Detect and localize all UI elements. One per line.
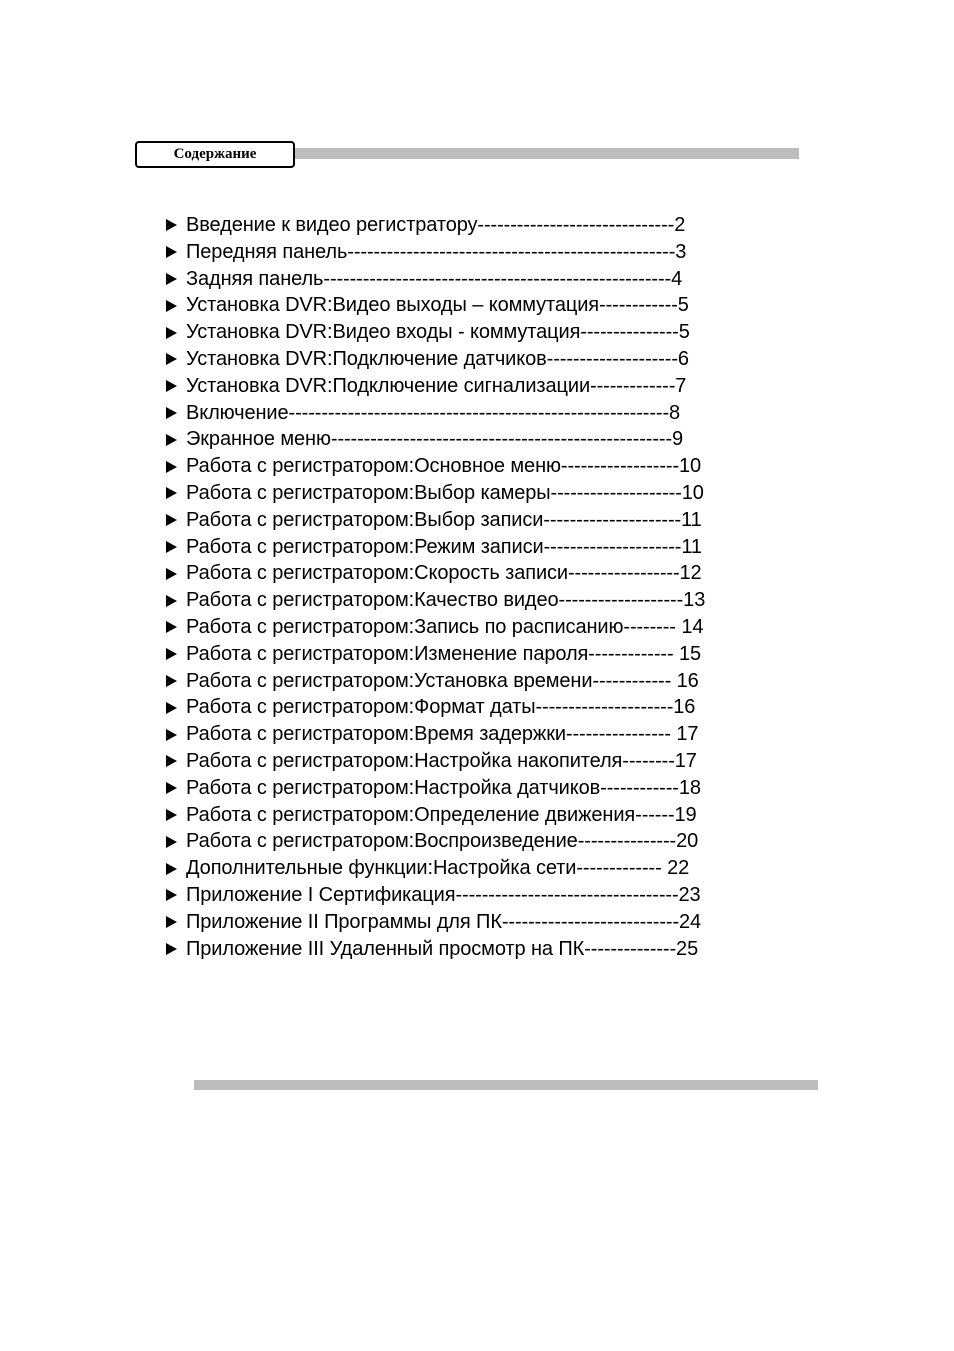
toc-item-text: Установка DVR:Подключение датчиков--------------------6: [186, 347, 689, 370]
section-title-tab: [135, 141, 295, 168]
triangle-bullet-icon: [166, 353, 177, 365]
toc-item[interactable]: [166, 909, 705, 936]
toc-item[interactable]: [166, 400, 705, 427]
toc-item-text: Работа с регистратором:Определение движения------19: [186, 803, 697, 826]
toc-item-text: Работа с регистратором:Основное меню------------------10: [186, 455, 702, 478]
toc-item[interactable]: [166, 855, 705, 882]
table-of-contents: [166, 212, 705, 962]
toc-item[interactable]: [166, 775, 705, 802]
toc-item[interactable]: [166, 587, 705, 614]
triangle-bullet-icon: [166, 568, 177, 580]
toc-item-text: Приложение I Сертификация----------------------------------23: [186, 883, 701, 906]
triangle-bullet-icon: [166, 943, 177, 955]
header-decorative-bar: [292, 148, 799, 159]
toc-item-text: Работа с регистратором:Установка времени------------ 16: [186, 669, 699, 692]
section-title: Содержание: [173, 146, 257, 162]
triangle-bullet-icon: [166, 782, 177, 794]
toc-item[interactable]: [166, 694, 705, 721]
toc-item-text: Приложение II Программы для ПК---------------------------24: [186, 910, 702, 933]
toc-item-text: Работа с регистратором:Режим записи---------------------11: [186, 535, 702, 558]
triangle-bullet-icon: [166, 246, 177, 258]
triangle-bullet-icon: [166, 648, 177, 660]
toc-item[interactable]: [166, 426, 705, 453]
toc-item-text: Установка DVR:Видео выходы – коммутация------------5: [186, 294, 689, 317]
triangle-bullet-icon: [166, 219, 177, 231]
toc-item[interactable]: [166, 534, 705, 561]
toc-item[interactable]: [166, 721, 705, 748]
toc-item[interactable]: [166, 828, 705, 855]
toc-item[interactable]: [166, 266, 705, 293]
toc-item[interactable]: [166, 748, 705, 775]
toc-item[interactable]: [166, 239, 705, 266]
toc-item[interactable]: [166, 668, 705, 695]
triangle-bullet-icon: [166, 863, 177, 875]
triangle-bullet-icon: [166, 514, 177, 526]
triangle-bullet-icon: [166, 836, 177, 848]
toc-item-text: Работа с регистратором:Настройка датчиков------------18: [186, 776, 701, 799]
toc-item[interactable]: [166, 292, 705, 319]
triangle-bullet-icon: [166, 434, 177, 446]
triangle-bullet-icon: [166, 407, 177, 419]
triangle-bullet-icon: [166, 675, 177, 687]
toc-item-text: Работа с регистратором:Качество видео-------------------13: [186, 589, 706, 612]
triangle-bullet-icon: [166, 729, 177, 741]
triangle-bullet-icon: [166, 327, 177, 339]
triangle-bullet-icon: [166, 595, 177, 607]
toc-item[interactable]: [166, 346, 705, 373]
toc-item-text: Работа с регистратором:Скорость записи-----------------12: [186, 562, 702, 585]
toc-item[interactable]: [166, 453, 705, 480]
triangle-bullet-icon: [166, 889, 177, 901]
toc-item-text: Дополнительные функции:Настройка сети------------- 22: [186, 857, 690, 880]
toc-item-text: Передняя панель--------------------------------------------------3: [186, 240, 687, 263]
triangle-bullet-icon: [166, 380, 177, 392]
toc-item[interactable]: [166, 936, 705, 963]
toc-item[interactable]: [166, 212, 705, 239]
toc-item[interactable]: [166, 882, 705, 909]
toc-item[interactable]: [166, 641, 705, 668]
toc-item-text: Работа с регистратором:Воспроизведение---------------20: [186, 830, 699, 853]
toc-item[interactable]: [166, 373, 705, 400]
toc-item[interactable]: [166, 507, 705, 534]
toc-item-text: Работа с регистратором:Настройка накопителя--------17: [186, 749, 697, 772]
toc-item-text: Установка DVR:Видео входы - коммутация---------------5: [186, 321, 690, 344]
triangle-bullet-icon: [166, 755, 177, 767]
toc-item-text: Работа с регистратором:Изменение пароля------------- 15: [186, 642, 702, 665]
triangle-bullet-icon: [166, 541, 177, 553]
footer-decorative-bar: [194, 1080, 818, 1090]
toc-item-text: Приложение III Удаленный просмотр на ПК--------------25: [186, 937, 699, 960]
triangle-bullet-icon: [166, 461, 177, 473]
triangle-bullet-icon: [166, 702, 177, 714]
triangle-bullet-icon: [166, 487, 177, 499]
triangle-bullet-icon: [166, 300, 177, 312]
toc-item[interactable]: [166, 319, 705, 346]
toc-item-text: Работа с регистратором:Время задержки---------------- 17: [186, 723, 699, 746]
triangle-bullet-icon: [166, 621, 177, 633]
triangle-bullet-icon: [166, 809, 177, 821]
toc-item-text: Работа с регистратором:Выбор камеры--------------------10: [186, 481, 704, 504]
triangle-bullet-icon: [166, 273, 177, 285]
toc-item-text: Экранное меню----------------------------------------------------9: [186, 428, 684, 451]
toc-item[interactable]: [166, 802, 705, 829]
toc-item[interactable]: [166, 614, 705, 641]
toc-item-text: Включение----------------------------------------------------------8: [186, 401, 681, 424]
toc-item-text: Задняя панель-----------------------------------------------------4: [186, 267, 683, 290]
toc-item-text: Работа с регистратором:Запись по расписанию-------- 14: [186, 615, 704, 638]
triangle-bullet-icon: [166, 916, 177, 928]
toc-item[interactable]: [166, 480, 705, 507]
toc-item-text: Работа с регистратором:Выбор записи---------------------11: [186, 508, 702, 531]
toc-item-text: Введение к видео регистратору------------------------------2: [186, 214, 686, 236]
toc-item[interactable]: [166, 560, 705, 587]
toc-item-text: Установка DVR:Подключение сигнализации-------------7: [186, 374, 687, 397]
toc-item-text: Работа с регистратором:Формат даты---------------------16: [186, 696, 696, 719]
